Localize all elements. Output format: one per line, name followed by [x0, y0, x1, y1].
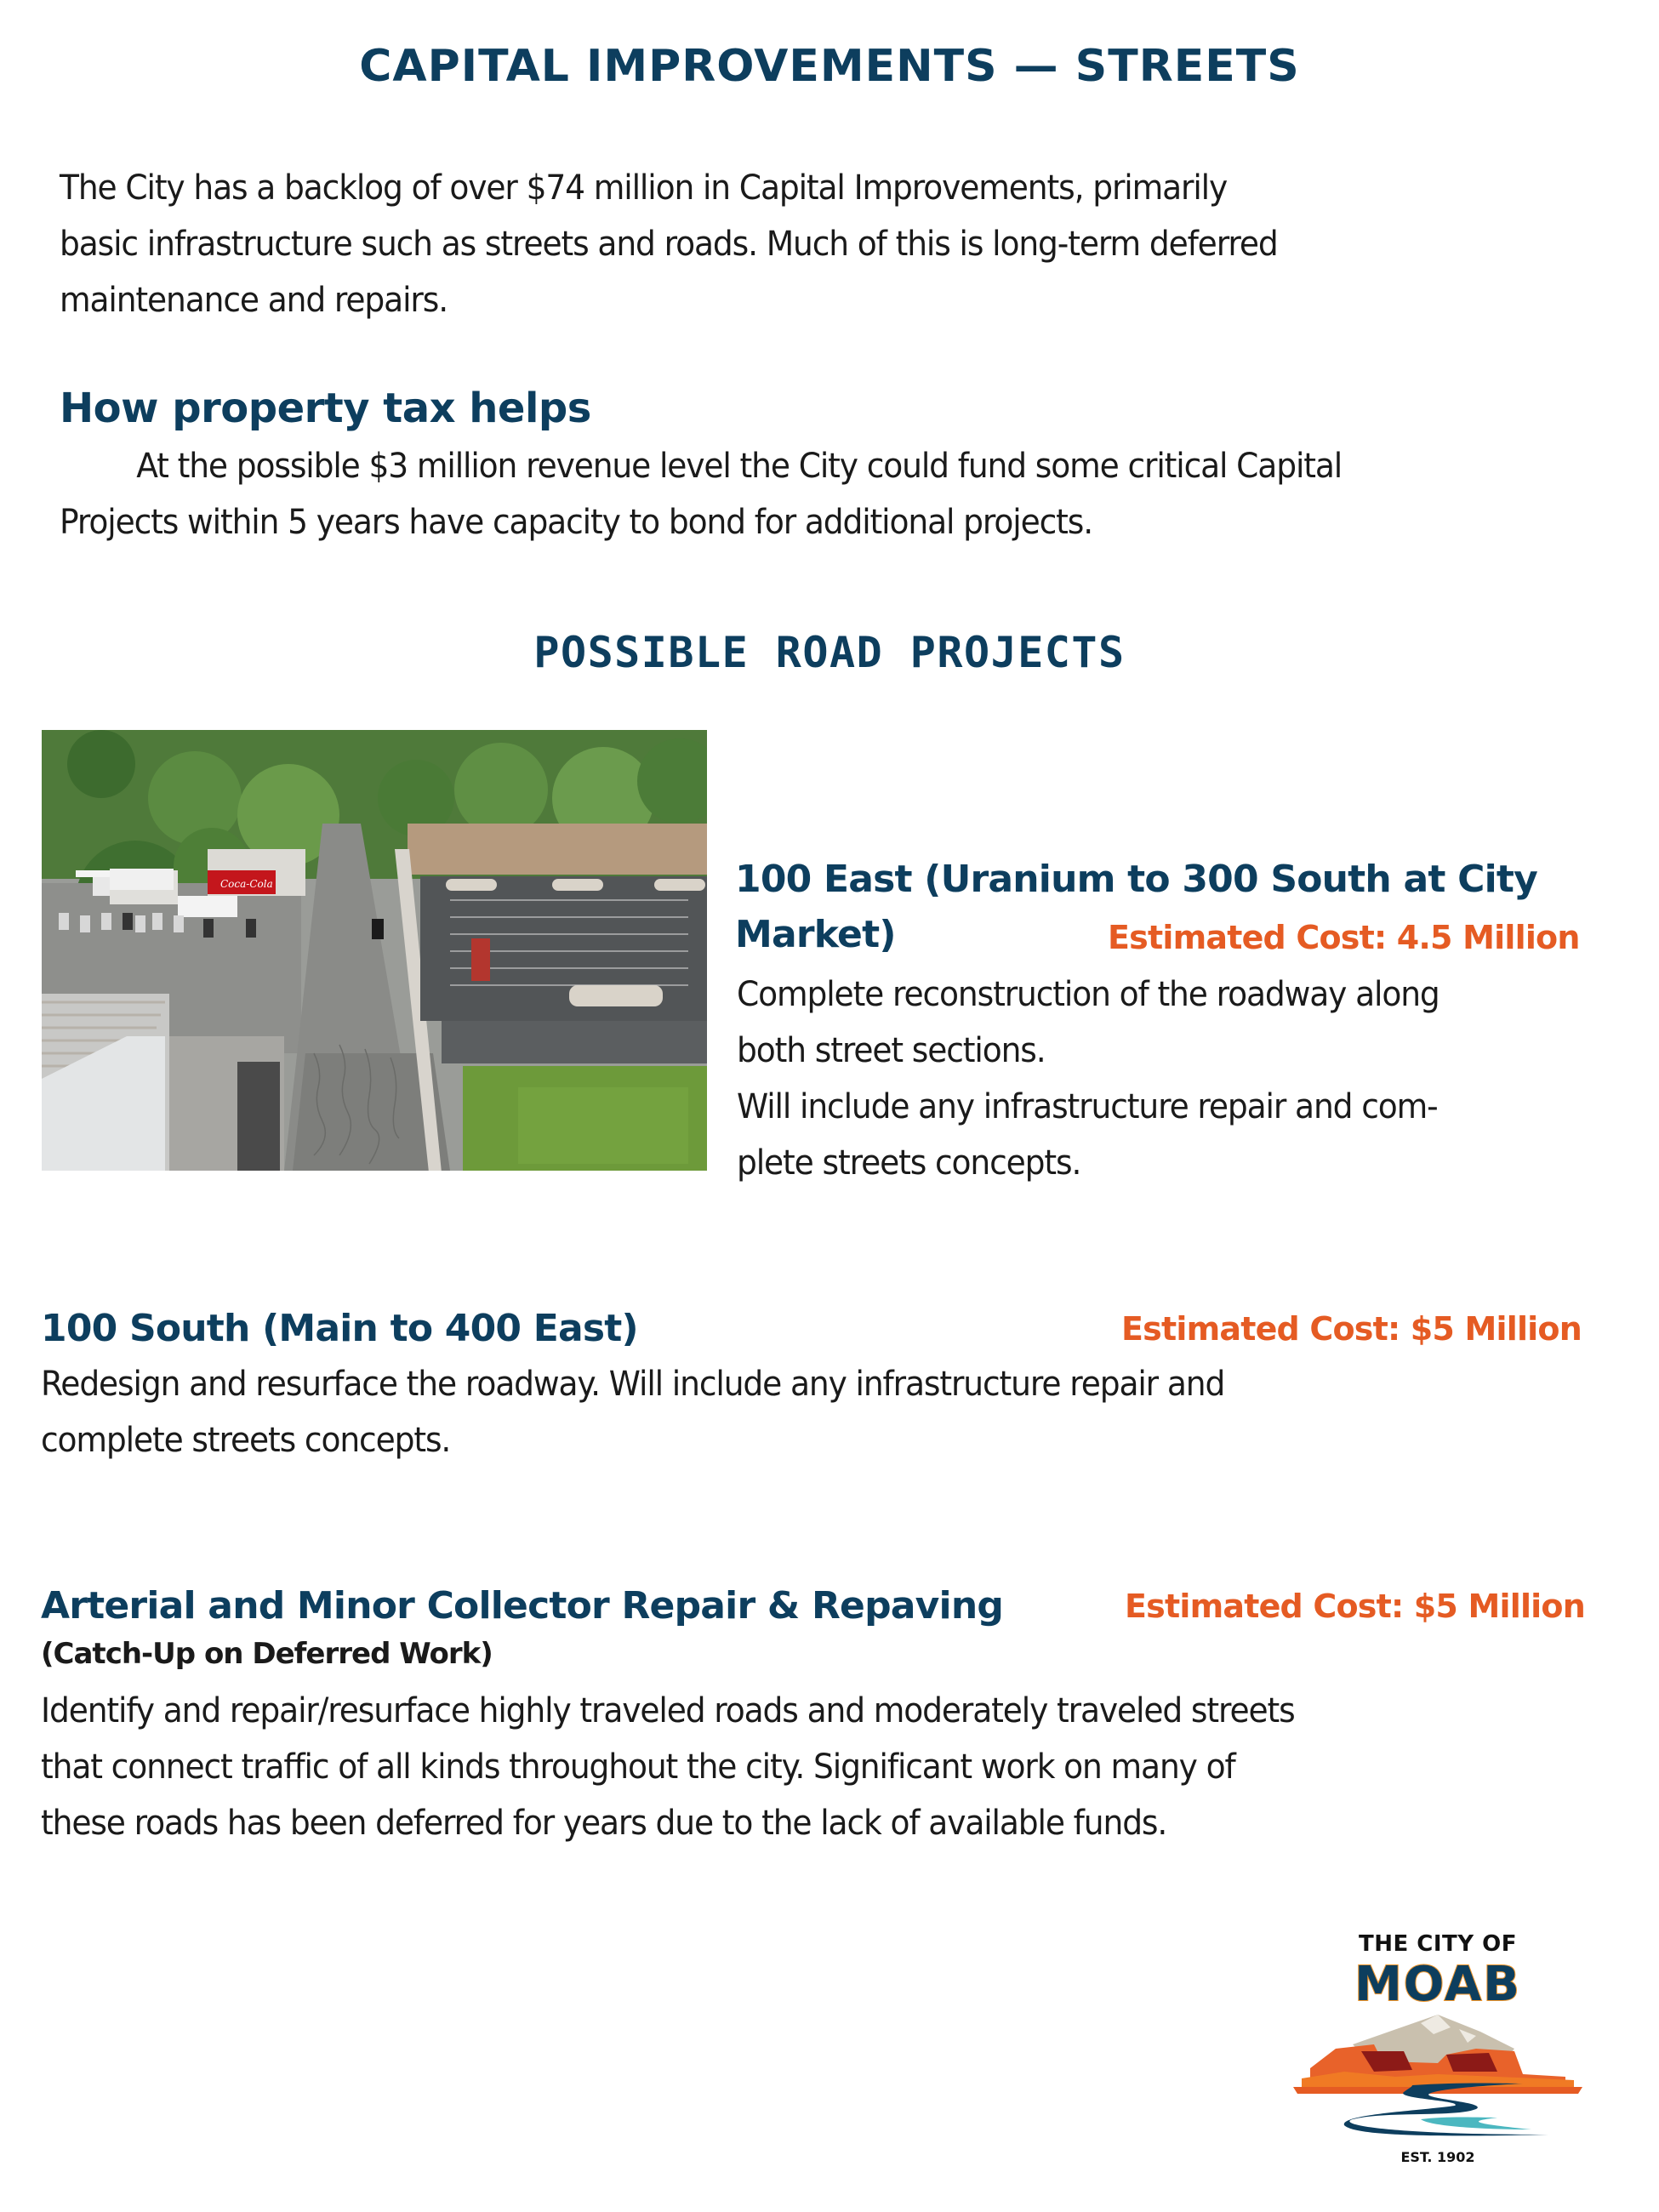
- project-title: 100 East (Uranium to 300 South at City: [735, 858, 1537, 901]
- description-line: Redesign and resurface the roadway. Will include any infrastructure repair and: [41, 1365, 1225, 1404]
- tax-section-heading: How property tax helps: [60, 385, 591, 432]
- description-line: Complete reconstruction of the roadway along: [737, 975, 1440, 1014]
- tax-section-body: [60, 438, 1587, 550]
- description-line: that connect traffic of all kinds throughout the city. Significant work on many of: [41, 1747, 1235, 1787]
- intro-paragraph: [60, 160, 1579, 328]
- description-line: these roads has been deferred for years due to the lack of available funds.: [41, 1804, 1167, 1843]
- description-line: both street sections.: [737, 1031, 1046, 1070]
- mesa-river-icon: [1293, 2010, 1582, 2146]
- projects-heading: POSSIBLE ROAD PROJECTS: [533, 628, 1126, 677]
- intro-line: basic infrastructure such as streets and roads. Much of this is long-term deferred: [60, 225, 1278, 264]
- intro-line: maintenance and repairs.: [60, 281, 448, 320]
- project-subtitle: (Catch-Up on Deferred Work): [41, 1637, 493, 1671]
- project-description: [41, 1356, 1600, 1468]
- logo-established-text: EST. 1902: [1400, 2149, 1475, 2165]
- project-title: 100 South (Main to 400 East): [41, 1307, 638, 1350]
- description-line: Identify and repair/resurface highly traveled roads and moderately traveled streets: [41, 1691, 1295, 1730]
- project-title: Arterial and Minor Collector Repair & Repaving: [41, 1584, 1004, 1628]
- intro-line: The City has a backlog of over $74 million in Capital Improvements, primarily: [60, 168, 1228, 208]
- project-cost: Estimated Cost: 4.5 Million: [1108, 919, 1580, 956]
- description-line: complete streets concepts.: [41, 1421, 451, 1460]
- svg-text:Coca-Cola: Coca-Cola: [220, 878, 273, 890]
- project-description: [737, 966, 1633, 1191]
- page-title: CAPITAL IMPROVEMENTS — STREETS: [359, 41, 1300, 92]
- description-line: plete streets concepts.: [737, 1143, 1081, 1183]
- tax-line: At the possible $3 million revenue level the City could fund some critical Capital: [136, 447, 1343, 486]
- road-aerial-photo: [42, 730, 707, 1171]
- tax-line: Projects within 5 years have capacity to bond for additional projects.: [60, 503, 1093, 542]
- project-cost: Estimated Cost: $5 Million: [1125, 1588, 1585, 1625]
- city-of-moab-logo: [1293, 1921, 1616, 2185]
- description-line: Will include any infrastructure repair and com-: [737, 1087, 1438, 1126]
- logo-city-text: THE CITY OF: [1358, 1931, 1518, 1957]
- project-title-continued: Market): [735, 913, 896, 956]
- project-description: [41, 1683, 1624, 1851]
- project-cost: Estimated Cost: $5 Million: [1121, 1310, 1582, 1348]
- logo-moab-text: MOAB: [1354, 1957, 1521, 2012]
